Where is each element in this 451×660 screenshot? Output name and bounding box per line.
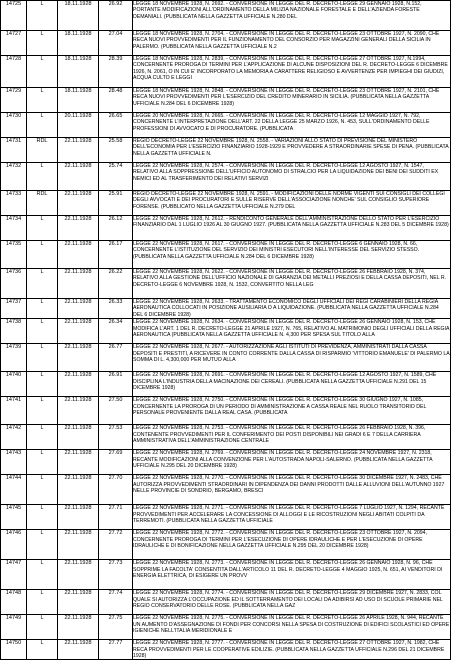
act-date: 22.11.1928 [58,269,99,299]
act-type: L [27,615,58,640]
act-date: 22.11.1928 [58,615,99,640]
record-number: 14734 [1,216,27,241]
act-type: RDL [27,138,58,163]
act-description: LEGGE 18 NOVEMBRE 1928, N. 2704. - CONVERSIONE IN LEGGE DEL R. DECRETO-LEGGE 23 OTTOBRE 1927, N. 2090, CHE RECA NUOVI PROVVEDIMENTI PER IL FUNZIONAMENTO DEL CONSORZIO PER MAGAZZINI GENERALI DELLA SICILIA IN PALERMO. (PUBBLICATA NELLA GAZZETTA UFFICIALE N.2 [133,31,451,56]
act-date: 22.11.1928 [58,241,99,269]
act-date: 22.11.1928 [58,216,99,241]
table-row [1,241,451,269]
act-date: 22.11.1928 [58,319,99,344]
act-code: 26.92 [99,1,133,31]
law-register-body [1,1,451,660]
table-row [1,560,451,590]
act-code: 27.77 [99,640,133,660]
record-number: 14750 [1,640,27,660]
table-row [1,1,451,31]
table-row [1,191,451,216]
act-code: 26.22 [99,269,133,299]
act-date: 18.11.1928 [58,88,99,113]
act-date: 22.11.1928 [58,397,99,425]
table-row [1,505,451,530]
act-code: 25.58 [99,138,133,163]
act-code: 28.48 [99,88,133,113]
table-row [1,31,451,56]
table-row [1,113,451,138]
act-date: 22.11.1928 [58,560,99,590]
record-number: 14739 [1,344,27,372]
act-date: 22.11.1928 [58,530,99,560]
table-row [1,640,451,660]
act-type: L [27,216,58,241]
act-type: L [27,505,58,530]
record-number: 14738 [1,319,27,344]
table-row [1,88,451,113]
act-description: LEGGE 22 NOVEMBRE 1928, N. 2574. - CONVERSIONE IN LEGGE DEL R. DECRETO-LEGGE 12 AGOSTO 1927, N. 1547, RELATIVO ALLA SOPPRESSIONE DELL'UFFICIO AUTONOMO DI STRALCIO PER LA LIQUIDAZIONE DEI BENI DEI SUDDITI EX NEMICI ED AL TRASFERIMENTO DEI RELATIVI SERVIZI [133,163,451,191]
act-description: LEGGE 22 NOVEMBRE 1928, N. 2622. - CONVERSIONE IN LEGGE DEL R. DECRETO-LEGGE 26 FEBBRAIO 1928, N. 374, RELATIVO ALLA GESTIONE DELL'UFFICIO NAZIONALE DI GARANZIA DEI METALLI PREZIOSI E DELLA CASSA DEPOSITI, NEL R. DECRETO-LEGGE 6 NOVEMBRE 1928, N. 1532, CONVERTITO NELLA LEG [133,269,451,299]
act-type: L [27,530,58,560]
act-code: 28.39 [99,56,133,88]
act-type: L [27,475,58,505]
act-type: L [27,425,58,450]
table-row [1,56,451,88]
act-type: L [27,372,58,397]
act-type: L [27,113,58,138]
act-code: 26.65 [99,113,133,138]
act-code: 25.91 [99,191,133,216]
act-description: LEGGE 20 NOVEMBRE 1928, N. 2665. - CONVERSIONE IN LEGGE DEL R. DECRETO-LEGGE 12 MAGGIO 1927, N. 792, CONCERNENTE L'INTERPRETAZIONE DELL'ART. 22 DELLA LEGGE 25 MARZO 1926, N. 453, SULL'ORDINAMENTO DELLE PROFESSIONI DI AVVOCATO E DI PROCURATORE. (PUBBLICATA [133,113,451,138]
act-date: 22.11.1928 [58,344,99,372]
act-code: 27.69 [99,450,133,475]
act-type: L [27,88,58,113]
act-type: L [27,397,58,425]
act-type: L [27,163,58,191]
act-code: 25.74 [99,163,133,191]
table-row [1,530,451,560]
record-number: 14741 [1,397,27,425]
act-code: 26.17 [99,241,133,269]
record-number: 14747 [1,560,27,590]
table-row [1,138,451,163]
act-description: LEGGE 22 NOVEMBRE 1928, N. 2769. - CONVERSIONE IN LEGGE DEL R. DECRETO-LEGGE 24 NOVEMBRE 1927, N. 2318, RECANTE MODIFICAZIONI ALLA CONVENZIONE PER L'AUTOSTRADA NAPOLI-SALERNO. (PUBBLICATA NELLA GAZZETTA UFFICIALE N.295 DEL 20 DICEMBRE 1928) [133,450,451,475]
act-type: L [27,269,58,299]
record-number: 14745 [1,505,27,530]
act-description: LEGGE 22 NOVEMBRE 1928, N. 2634. - CONVERSIONE IN LEGGE DEL R. DECRETO-LEGGE 26 GENNAIO 1928, N. 153, CHE MODIFICA L'ART. 1 DEL R. DECRETO-LEGGE 21 APRILE 1927, N. 765, RELATIVO AL MATRIMONIO DEGLI UFFICIALI DELLA REGIA AERONAUTICA (PUBBLICATA NELLA GAZZETTA UFFICIALE N. 4,300 PER SPESA SUL TITOLO ALLA [133,319,451,344]
act-description: LEGGE 22 NOVEMBRE 1928, N. 2777. - CONVERSIONE IN LEGGE DEL R. DECRETO-LEGGE 27 OTTOBRE 1927, N. 1982, CHE RECA PROVVEDIMENTI PER LE COOPERATIVE EDILIZIE. (PUBBLICATA NELLA GAZZETTA UFFICIALE N.296 DEL 21 DICEMBRE 1928) [133,640,451,660]
act-description: REGIO DECRETO-LEGGE 22 NOVEMBRE 1928, N. 2591. - MODIFICAZIONI DELLE NORME VIGENTI SUI CONSIGLI DEI COLLEGI DEGLI AVVOCATI E DEI PROCURATORI E SULLE RISERVE DELL'ASSOCIAZIONE NONCHE' SUL CONSIGLIO SUPERIORE FORENSE. (PUBBLICATO NELLA GAZZETTA UFFICIALE N.279 DEL [133,191,451,216]
act-code: 27.53 [99,425,133,450]
act-type: L [27,1,58,31]
act-code: 26.34 [99,319,133,344]
act-date: 22.11.1928 [58,299,99,319]
act-type: L [27,299,58,319]
act-type: L [27,241,58,269]
record-number: 14735 [1,241,27,269]
act-description: LEGGE 22 NOVEMBRE 1928, N. 2753. - CONVERSIONE IN LEGGE DEL R. DECRETO-LEGGE 26 FEBBRAIO 1928, N. 396, CONTENENTE PROVVEDIMENTI PER IL CONFERIMENTO DEI POSTI DISPONIBILI NEI GRADI 6 E 7 DELLA CARRIERA AMMINISTRATIVA DELL'AMMINISTRAZIONE CENTRALE [133,425,451,450]
act-code: 27.71 [99,505,133,530]
record-number: 14731 [1,138,27,163]
act-code: 26.12 [99,216,133,241]
record-number: 14730 [1,113,27,138]
act-date: 18.11.1928 [58,1,99,31]
act-description: LEGGE 22 NOVEMBRE 1928, N. 2773. - CONVERSIONE IN LEGGE DEL R. DECRETO-LEGGE 26 GENNAIO 1928, N. 96, CHE SOPPRIME LA FACOLTA' CONSENTITA DALL'ARTICOLO 11 DEL R. DECRETO-LEGGE 4 MAGGIO 1925, N. 651, AI VENDITORI DI ENERGIA ELETTRICA, DI ESIGERE UN PROVV [133,560,451,590]
table-row [1,425,451,450]
act-type: L [27,560,58,590]
table-row [1,397,451,425]
table-row [1,475,451,505]
table-row [1,299,451,319]
act-description: LEGGE 22 NOVEMBRE 1928, N. 2677. - AUTORIZZAZIONE AGLI ISTITUTI DI PREVIDENZA, AMMINISTRATI DALLA CASSA DEPOSITI E PRESTITI, A RICEVERE IN CONTO CORRENTE DALLA CASSA DI RISPARMIO 'VITTORIO EMANUELE' DI PALERMO LA SOMMA DI L. 4,300,000 PER MUTUO ALLA [133,344,451,372]
act-description: LEGGE 22 NOVEMBRE 1928, N. 2770. - CONVERSIONE IN LEGGE DEL R. DECRETO-LEGGE 30 DICEMBRE 1927, N. 2483, CHE AUTORIZZA PROVVEDIMENTI STRAORDINARI IN DIPENDENZA DEI DANNI PRODOTTI DALLE ALLUVIONI DELL'AUTUNNO 1927 NELLE PROVINCIE DI SONDRIO, BERGAMO, BRESCI [133,475,451,505]
act-date: 22.11.1928 [58,425,99,450]
act-code: 27.72 [99,530,133,560]
act-date: 22.11.1928 [58,475,99,505]
record-number: 14736 [1,269,27,299]
record-number: 14727 [1,31,27,56]
act-description: LEGGE 22 NOVEMBRE 1928, N. 2775. - CONVERSIONE IN LEGGE DEL R. DECRETO-LEGGE 26 APRILE 1928, N. 944, RECANTE UN AUMENTO D'ASSEGNAZIONE DI FONDI PER CONCORSI NELLA SPESA DI COSTRUZIONE DI EDIFICI SCOLASTICI ED OPERE IGIENICHE NELL'ITALIA MERIDIONALE E [133,615,451,640]
act-type: L [27,450,58,475]
act-description: LEGGE 22 NOVEMBRE 1928, N. 2617. - CONVERSIONE IN LEGGE DEL R. DECRETO-LEGGE 6 GENNAIO 1928, N. 66, CONCERNENTE L'ISTITUZIONE DEL SERVIZIO DEI MINISTRI ESECUTORI NELL'INTERESSE DEL SERVIZIO STESSO. (PUBBLICATA NELLA GAZZETTA UFFICIALE N.284 DEL 6 DICEMBRE 1928) [133,241,451,269]
act-code: 27.70 [99,475,133,505]
act-date: 22.11.1928 [58,505,99,530]
record-number: 14732 [1,163,27,191]
table-row [1,216,451,241]
act-date: 22.11.1928 [58,450,99,475]
act-description: LEGGE 18 NOVEMBRE 1928, N. 2848. - CONVERSIONE IN LEGGE DEL R. DECRETO-LEGGE 23 OTTOBRE 1927, N. 2101, CHE RECA NUOVI PROVVEDIMENTI PER L'ESERCIZIO DEL CREDITO MINERARIO IN SICILIA. (PUBBLICATA NELLA GAZZETTA UFFICIALE N.284 DEL 6 DICEMBRE 1928) [133,88,451,113]
record-number: 14748 [1,590,27,615]
act-date: 22.11.1928 [58,191,99,216]
act-description: LEGGE 18 NOVEMBRE 1928, N. 2692. - CONVERSIONE IN LEGGE DEL R. DECRETO-LEGGE 29 GENNAIO 1928, N.152, PORTANTE MODIFICAZIONI ALL'ORDINAMENTO DELLA MILIZIA NAZIONALE FORESTALE E DELL'AZIENDA FORESTE DEMANIALI. (PUBBLICATA NELLA GAZZETTA UFFICIALE N.280 DEL [133,1,451,31]
act-type: L [27,344,58,372]
record-number: 14742 [1,425,27,450]
act-description: LEGGE 22 NOVEMBRE 1928, N. 2771. - CONVERSIONE IN LEGGE DEL R. DECRETO-LEGGE 7 LUGLIO 1927, N. 1294, RECANTE PROVVEDIMENTI PER ACCELERARE LA CONCESSIONE DI ALLOGGI E LE RICOSTRUZIONI NEGLI ABITATI COLPITI DA TERREMOTI. (PUBBLICATA NELLA GAZZETTA UFFICIALE [133,505,451,530]
table-row [1,163,451,191]
act-description: LEGGE 22 NOVEMBRE 1928, N. 2633. - TRATTAMENTO ECONOMICO DEGLI UFFICIALI DEI REGI CARABINIERI DELLA REGIA AERONAUTICA COLLOCATI IN POSIZIONE AUSILIARIA O A LIQUIDAZIONE. (PUBBLICATA NELLA GAZZETTA UFFICIALE N.284 DEL 6 DICEMBRE 1928) [133,299,451,319]
act-date: 18.11.1928 [58,31,99,56]
record-number: 14728 [1,56,27,88]
act-type: L [27,31,58,56]
act-code: 27.50 [99,397,133,425]
act-type: L [27,640,58,660]
table-row [1,269,451,299]
act-code: 27.04 [99,31,133,56]
record-number: 14744 [1,475,27,505]
act-date: 22.11.1928 [58,163,99,191]
act-type: L [27,56,58,88]
record-number: 14749 [1,615,27,640]
act-code: 27.74 [99,590,133,615]
act-code: 26.33 [99,299,133,319]
act-description: LEGGE 22 NOVEMBRE 1928, N. 2772. - CONVERSIONE IN LEGGE DEL R. DECRETO-LEGGE 23 OTTOBRE 1927, N. 2094, CONCERNENTE PROROGA DI TERMINI PER L'ESECUZIONE DI OPERE IDRAULICHE E PER L'ESECUZIONE DI OPERE IDRAULICHE E DI BONIFICAZIONE NELLA GAZZETTA UFFICIALE N.295 DEL 20 DICEMBRE 1928) [133,530,451,560]
act-code: 27.73 [99,560,133,590]
table-row [1,450,451,475]
table-row [1,372,451,397]
act-date: 22.11.1928 [58,372,99,397]
act-description: LEGGE 22 NOVEMBRE 1928, N. 2750. - CONVERSIONE IN LEGGE DEL R. DECRETO-LEGGE 30 GIUGNO 1927, N. 1085, CONCERNENTE LA PROROGA DI UN PERIODO DI AMMINISTRAZIONE A CASSA REALE NEL RUOLO TRANSITORIO DEL PERSONALE PROVENIENTE DALLA REAL CASA. (PUBBLICATA [133,397,451,425]
act-description: LEGGE 22 NOVEMBRE 1928, N. 2691. - CONVERSIONE IN LEGGE DEL R. DECRETO-LEGGE 12 AGOSTO 1927, N. 1589, CHE DISCIPLINA L'INDUSTRIA DELLA MACINAZIONE DEI CEREALI. (PUBBLICATA NELLA GAZZETTA UFFICIALE N.291 DEL 15 DICEMBRE 1928) [133,372,451,397]
table-row [1,344,451,372]
record-number: 14725 [1,1,27,31]
record-number: 14729 [1,88,27,113]
act-code: 27.75 [99,615,133,640]
act-type: L [27,590,58,615]
act-date: 18.11.1928 [58,56,99,88]
table-row [1,590,451,615]
record-number: 14740 [1,372,27,397]
act-date: 22.11.1928 [58,138,99,163]
act-description: LEGGE 22 NOVEMBRE 1928, N. 2774. - CONVERSIONE IN LEGGE DEL R. DECRETO-LEGGE 29 DICEMBRE 1927, N. 2833, COL QUALE SI AUTORIZZA L'OCCUPAZIONE ED IL SOTTERRAMENTO DEI LOCALI DA ADIBIRSI AD USO DI SCUOLE PRIMARIE NEL REGIO CONSERVATORIO DELLE ROSE. (PUBBLICATA NELLA GAZ [133,590,451,615]
record-number: 14743 [1,450,27,475]
record-number: 14746 [1,530,27,560]
act-description: LEGGE 22 NOVEMBRE 1928, N. 2612. - RENDICONTO GENERALE DELL'AMMINISTRAZIONE DELLO STATO PER L'ESERCIZIO FINANZIARIO DAL 1 LUGLIO 1926 AL 30 GIUGNO 1927. (PUBBLICATA NELLA GAZZETTA UFFICIALE N.283 DEL 5 DICEMBRE 1928) [133,216,451,241]
act-date: 22.11.1928 [58,590,99,615]
act-description: REGIO DECRETO-LEGGE 22 NOVEMBRE 1928, N. 2558. - VARIAZIONI ALLO STATO DI PREVISIONE DEL MINISTERO DELL'ECONOMIA PER L'ESERCIZIO FINANZIARIO 1928-1929 E PROVVEDERE A STRAORDINARIE SPESE DI PENA. (PUBBLICATA NELLA GAZZETTA UFFICIALE N. [133,138,451,163]
act-description: LEGGE 18 NOVEMBRE 1928, N. 2839. - CONVERSIONE IN LEGGE DEL R. DECRETO-LEGGE 27 OTTOBRE 1927, N.1994, CONCERNENTE PROROGA DI TERMINI PER L'APPLICAZIONE DI ALCUNE DISPOSIZIONI DEL R. DECRETO-LEGGE 6 DICEMBRE 1926, N. 2061, O IN CUI E' INCORPORATO LA MEMORIA A CARATTERE RELIGIOSO E AVVERTENZE PER IMPIEGHI DEI GIUDIZI, ACQUA CULTO E LEGGI [133,56,451,88]
table-row [1,615,451,640]
record-number: 14733 [1,191,27,216]
act-type: L [27,319,58,344]
act-date: 20.11.1928 [58,113,99,138]
act-type: RDL [27,191,58,216]
record-number: 14737 [1,299,27,319]
act-code: 26.77 [99,344,133,372]
act-date: 22.11.1928 [58,640,99,660]
act-code: 26.91 [99,372,133,397]
table-row [1,319,451,344]
